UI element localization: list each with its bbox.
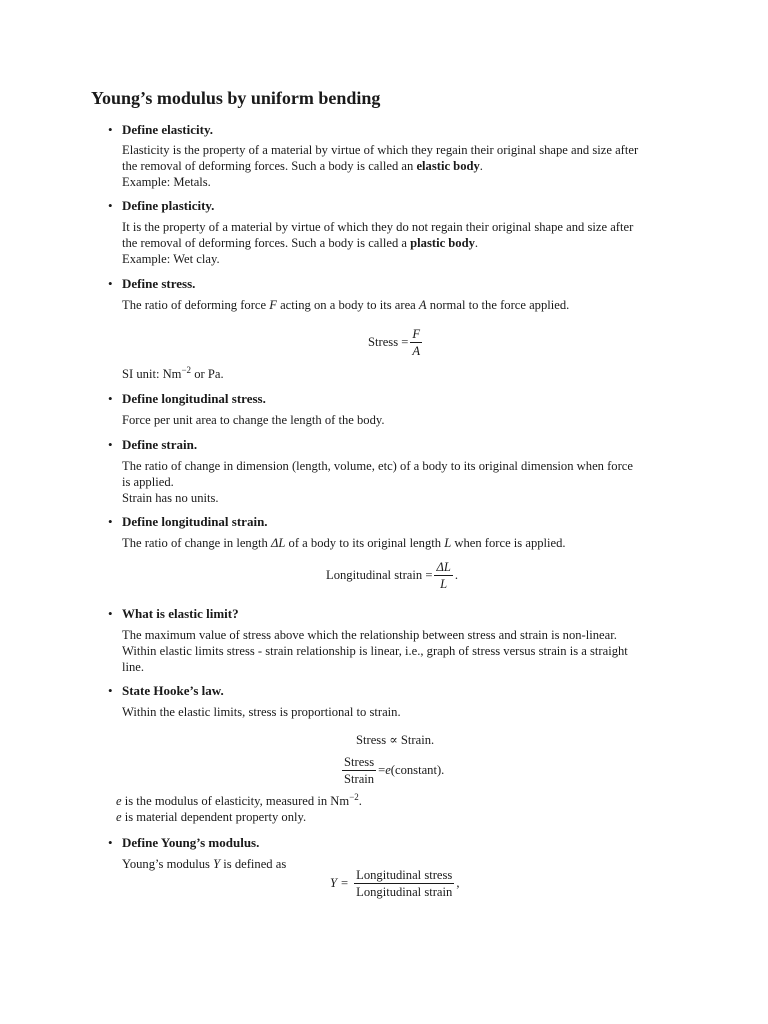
question-hookes-law: State Hooke’s law. [122, 683, 224, 698]
bullet-marker: • [108, 122, 113, 137]
bullet-marker: • [108, 437, 113, 452]
term-plastic-body: plastic body [410, 236, 475, 250]
stress-si-unit: SI unit: $Nm^{-2}$ or Pa. [122, 365, 224, 381]
equation-stress: Stress = $\frac{F}{A}$ [368, 327, 421, 358]
answer-elasticity: Elasticity is the property of a material by virtue of which they regain their original shape and size after the removal of deforming forces. Such a body is called an elastic body. Example: Metals. [122, 143, 639, 189]
answer-hookes-law: Within the elastic limits, stress is proportional to strain. [122, 705, 401, 719]
equation-youngs-modulus: Y = $\frac{\text{Longitudinal stress}}{\text{Longitudinal strain}}$ , [330, 868, 460, 899]
equation-longitudinal-strain: Longitudinal strain = $\frac{\Delta L}{L}$ . [326, 560, 459, 591]
question-strain: Define strain. [122, 437, 198, 452]
equation-stress-proportional-strain: Stress ∝ Strain. [356, 733, 435, 747]
question-plasticity: Define plasticity. [122, 198, 215, 213]
bullet-marker: • [108, 391, 113, 406]
bullet-marker: • [108, 198, 113, 213]
answer-longitudinal-strain: The ratio of change in length ΔL of a body to its original length L when force is applied. [122, 536, 566, 550]
page-title: Young’s modulus by uniform bending [91, 88, 381, 108]
hookes-law-notes: e is the modulus of elasticity, measured in $Nm^{-2}$. e is material dependent property only. [116, 792, 362, 824]
question-longitudinal-stress: Define longitudinal stress. [122, 391, 266, 406]
bullet-marker: • [108, 276, 113, 291]
answer-stress: The ratio of deforming force F acting on a body to its area A normal to the force applied. [122, 298, 570, 312]
question-elasticity: Define elasticity. [122, 122, 213, 137]
answer-youngs-modulus: Young’s modulus Y is defined as [122, 857, 287, 871]
bullet-marker: • [108, 835, 113, 850]
bullet-marker: • [108, 683, 113, 698]
question-stress: Define stress. [122, 276, 196, 291]
question-longitudinal-strain: Define longitudinal strain. [122, 514, 268, 529]
bullet-marker: • [108, 606, 113, 621]
question-elastic-limit: What is elastic limit? [122, 606, 239, 621]
answer-strain: The ratio of change in dimension (length, volume, etc) of a body to its original dimension when force is applied. Strain has no units. [122, 459, 633, 505]
answer-plasticity: It is the property of a material by virtue of which they do not regain their original shape and size after the removal of deforming forces. Such a body is called a plastic body. Example: Wet clay. [122, 220, 634, 266]
term-elastic-body: elastic body [416, 159, 480, 173]
answer-longitudinal-stress: Force per unit area to change the length of the body. [122, 413, 385, 427]
bullet-marker: • [108, 514, 113, 529]
question-youngs-modulus: Define Young’s modulus. [122, 835, 260, 850]
equation-modulus-of-elasticity: $\frac{\text{Stress}}{\text{Strain}}$ = e (constant). [344, 755, 445, 786]
answer-elastic-limit: The maximum value of stress above which the relationship between stress and strain is non-linear. Within elastic limits stress - strain relationship is linear, i.e., graph of stress versus strain is a straight line. [122, 628, 628, 674]
